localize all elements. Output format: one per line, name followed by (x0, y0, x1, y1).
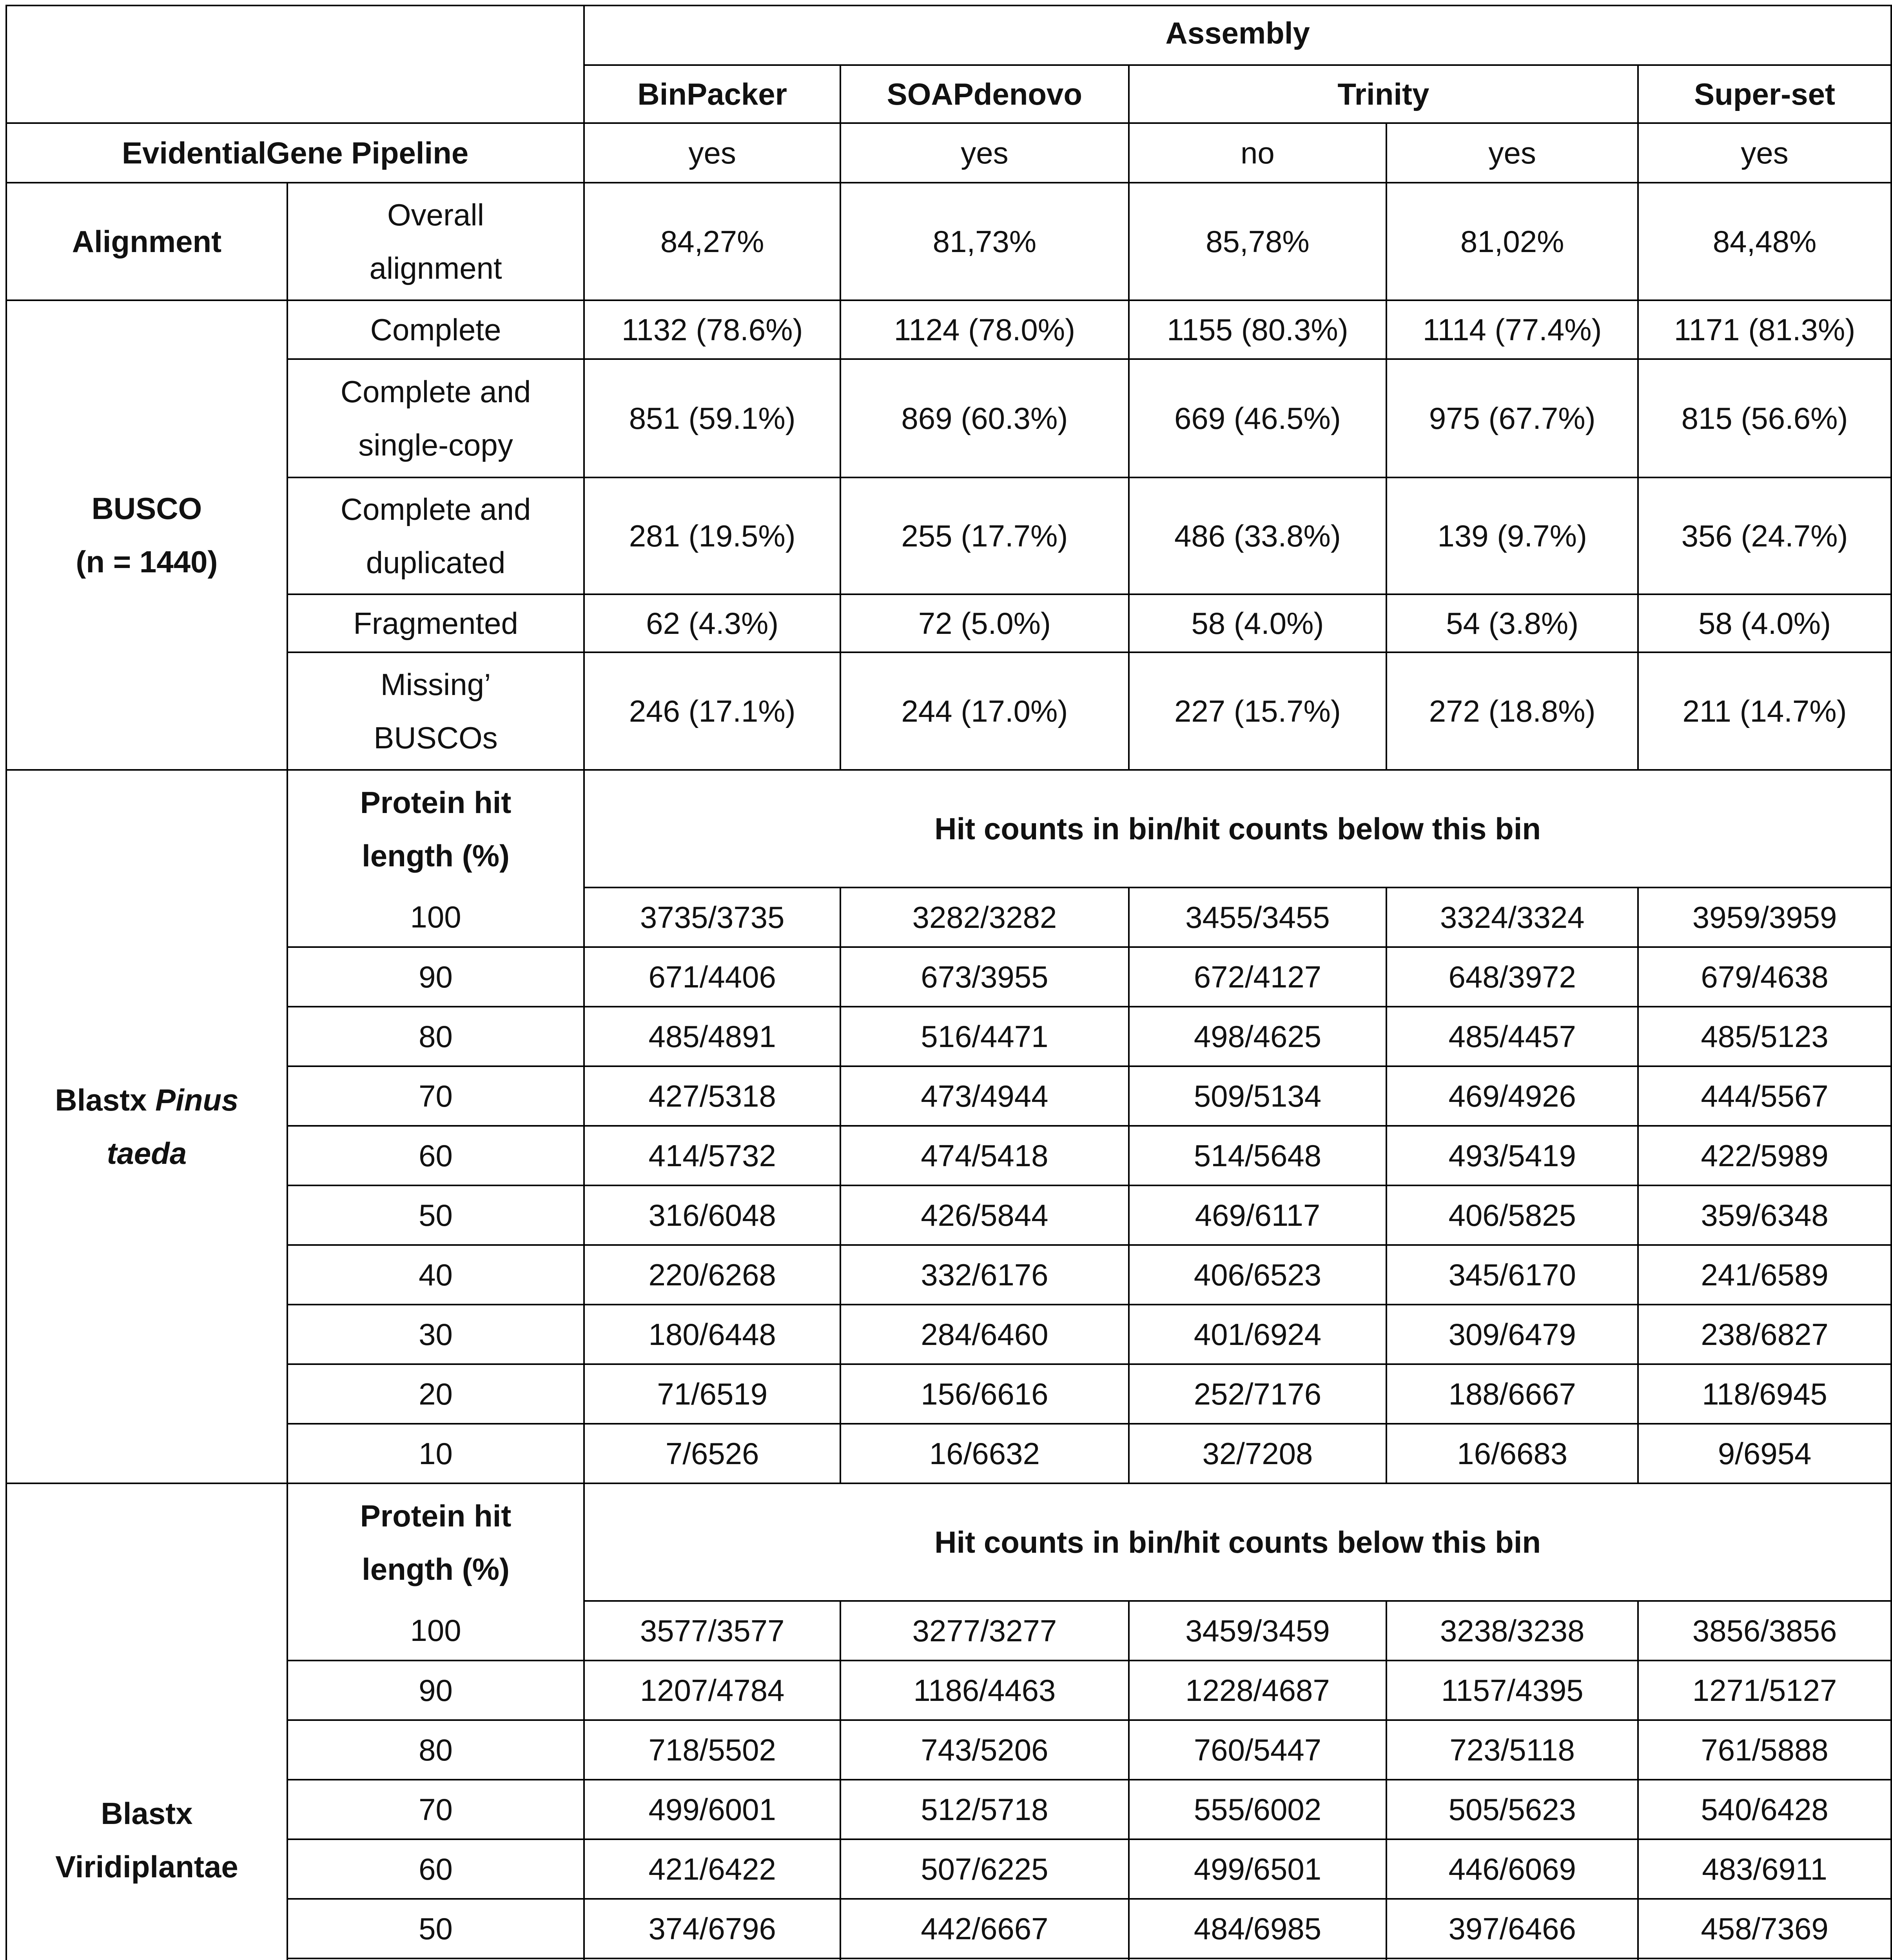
table-cell: 414/5732 (584, 1126, 840, 1185)
busco-row (6, 594, 1891, 652)
header-corner-cell (6, 5, 584, 123)
table-cell: 421/6422 (584, 1839, 840, 1899)
column-header-binpacker: BinPacker (584, 65, 840, 123)
table-cell: 648/3972 (1386, 947, 1638, 1007)
table-cell: 3856/3856 (1638, 1601, 1891, 1661)
table-cell: 72 (5.0%) (840, 594, 1128, 652)
table-cell: 3959/3959 (1638, 887, 1891, 947)
table-cell: 32/7208 (1129, 1424, 1387, 1483)
bin-label: 100 (287, 887, 584, 947)
bin-label: 10 (287, 1424, 584, 1483)
table-cell: 309/6479 (1386, 1305, 1638, 1364)
blast-viridi-row (6, 1720, 1891, 1780)
table-cell: 81,73% (840, 183, 1128, 300)
table-cell: 345/6170 (1386, 1245, 1638, 1305)
table-cell: 54 (3.8%) (1386, 594, 1638, 652)
bin-label: 80 (287, 1720, 584, 1780)
busco-row (6, 477, 1891, 594)
blast-pinus-span-header: Hit counts in bin/hit counts below this bin (584, 770, 1891, 887)
table-cell: 9/6954 (1638, 1424, 1891, 1483)
blast-viridi-span-header: Hit counts in bin/hit counts below this bin (584, 1483, 1891, 1601)
table-cell: 760/5447 (1129, 1720, 1387, 1780)
table-cell: 718/5502 (584, 1720, 840, 1780)
table-cell: 58 (4.0%) (1129, 594, 1387, 652)
table-cell: 851 (59.1%) (584, 359, 840, 477)
table-cell: 3238/3238 (1386, 1601, 1638, 1661)
table-cell: 1271/5127 (1638, 1661, 1891, 1720)
busco-n: (n = 1440) (76, 544, 218, 579)
table-cell (1386, 1958, 1638, 1960)
busco-row (6, 300, 1891, 359)
table-cell: 281 (19.5%) (584, 477, 840, 594)
pipeline-label: EvidentialGene Pipeline (6, 123, 584, 183)
table-cell: 540/6428 (1638, 1780, 1891, 1839)
table-cell: 16/6632 (840, 1424, 1128, 1483)
table-cell: 3455/3455 (1129, 887, 1387, 947)
bin-label: 60 (287, 1839, 584, 1899)
table-cell (1129, 1958, 1387, 1960)
table-cell: 672/4127 (1129, 947, 1387, 1007)
table-cell: 486 (33.8%) (1129, 477, 1387, 594)
bin-label: 70 (287, 1066, 584, 1126)
blast-pinus-bin-header: Protein hit length (%) (287, 770, 584, 887)
table-cell: 505/5623 (1386, 1780, 1638, 1839)
table-cell: 156/6616 (840, 1364, 1128, 1424)
table-cell: 3577/3577 (584, 1601, 840, 1661)
bin-label: 60 (287, 1126, 584, 1185)
table-cell: 485/4457 (1386, 1007, 1638, 1066)
blast-pinus-row (6, 1424, 1891, 1483)
table-cell: 669 (46.5%) (1129, 359, 1387, 477)
table-cell: 485/4891 (584, 1007, 840, 1066)
table-cell: 516/4471 (840, 1007, 1128, 1066)
blast-pinus-row (6, 1305, 1891, 1364)
table-cell: 679/4638 (1638, 947, 1891, 1007)
column-header-trinity: Trinity (1129, 65, 1638, 123)
busco-title: BUSCO (91, 491, 202, 526)
blast-pinus-row (6, 1245, 1891, 1305)
table-cell: 244 (17.0%) (840, 652, 1128, 770)
table-cell: 485/5123 (1638, 1007, 1891, 1066)
table-cell: 401/6924 (1129, 1305, 1387, 1364)
table-cell: 1155 (80.3%) (1129, 300, 1387, 359)
alignment-row (6, 183, 1891, 300)
busco-metric: Complete (287, 300, 584, 359)
alignment-label: Alignment (6, 183, 287, 300)
table-cell: 227 (15.7%) (1129, 652, 1387, 770)
table-cell: 81,02% (1386, 183, 1638, 300)
blast-pinus-header-row (6, 770, 1891, 887)
table-cell: 1207/4784 (584, 1661, 840, 1720)
table-cell: 211 (14.7%) (1638, 652, 1891, 770)
table-cell: 869 (60.3%) (840, 359, 1128, 477)
table-cell: yes (1386, 123, 1638, 183)
blast-pinus-row (6, 947, 1891, 1007)
bin-label: 30 (287, 1305, 584, 1364)
table-cell: 71/6519 (584, 1364, 840, 1424)
table-cell: 1124 (78.0%) (840, 300, 1128, 359)
blast-viridi-header-row (6, 1483, 1891, 1601)
table-cell: 246 (17.1%) (584, 652, 840, 770)
table-cell: yes (584, 123, 840, 183)
table-cell: 139 (9.7%) (1386, 477, 1638, 594)
bin-label: 20 (287, 1364, 584, 1424)
bin-label: 50 (287, 1899, 584, 1958)
alignment-metric: Overall alignment (287, 183, 584, 300)
table-cell: yes (840, 123, 1128, 183)
blast-pinus-label (6, 770, 287, 1483)
busco-metric: Complete and duplicated (287, 477, 584, 594)
blast-viridi-row (6, 1780, 1891, 1839)
blast-viridi-label: Blastx Viridiplantae (6, 1483, 287, 1960)
table-cell: 469/4926 (1386, 1066, 1638, 1126)
table-cell: 7/6526 (584, 1424, 840, 1483)
blast-viridi-row (6, 1958, 1891, 1960)
table-cell: 509/5134 (1129, 1066, 1387, 1126)
table-cell: 316/6048 (584, 1185, 840, 1245)
table-cell: 180/6448 (584, 1305, 840, 1364)
bin-label: 100 (287, 1601, 584, 1661)
bin-label: 40 (287, 1245, 584, 1305)
table-cell: 474/5418 (840, 1126, 1128, 1185)
table-cell: 1157/4395 (1386, 1661, 1638, 1720)
table-cell: 499/6001 (584, 1780, 840, 1839)
assembly-comparison-table (5, 5, 1892, 1960)
table-cell: 85,78% (1129, 183, 1387, 300)
assembly-header: Assembly (584, 5, 1891, 65)
table-cell (1638, 1958, 1891, 1960)
table-cell: 743/5206 (840, 1720, 1128, 1780)
table-cell: 469/6117 (1129, 1185, 1387, 1245)
table-cell: 3324/3324 (1386, 887, 1638, 947)
table-cell: 499/6501 (1129, 1839, 1387, 1899)
table-cell: 1228/4687 (1129, 1661, 1387, 1720)
column-header-superset: Super-set (1638, 65, 1891, 123)
blast-viridi-bin-header: Protein hit length (%) (287, 1483, 584, 1601)
table-cell: 673/3955 (840, 947, 1128, 1007)
bin-label (287, 1958, 584, 1960)
table-cell: 332/6176 (840, 1245, 1128, 1305)
table-cell: 84,48% (1638, 183, 1891, 300)
table-cell: 406/6523 (1129, 1245, 1387, 1305)
pipeline-row (6, 123, 1891, 183)
table-cell: 3459/3459 (1129, 1601, 1387, 1661)
table-cell: 284/6460 (840, 1305, 1128, 1364)
busco-metric: Fragmented (287, 594, 584, 652)
table-cell: 397/6466 (1386, 1899, 1638, 1958)
blast-pinus-row (6, 887, 1891, 947)
table-cell: 484/6985 (1129, 1899, 1387, 1958)
blast-pinus-row (6, 1007, 1891, 1066)
table-cell: 252/7176 (1129, 1364, 1387, 1424)
table-cell: 426/5844 (840, 1185, 1128, 1245)
table-cell: 442/6667 (840, 1899, 1128, 1958)
table-cell: 512/5718 (840, 1780, 1128, 1839)
table-cell: 241/6589 (1638, 1245, 1891, 1305)
busco-row (6, 359, 1891, 477)
table-cell: 815 (56.6%) (1638, 359, 1891, 477)
table-cell: 58 (4.0%) (1638, 594, 1891, 652)
bin-label: 90 (287, 947, 584, 1007)
table-cell: yes (1638, 123, 1891, 183)
table-cell: 3277/3277 (840, 1601, 1128, 1661)
table-cell: 1114 (77.4%) (1386, 300, 1638, 359)
table-cell: 406/5825 (1386, 1185, 1638, 1245)
table-cell (840, 1958, 1128, 1960)
table-cell: 1132 (78.6%) (584, 300, 840, 359)
blast-pinus-row (6, 1364, 1891, 1424)
table-cell: 3282/3282 (840, 887, 1128, 947)
table-cell: 272 (18.8%) (1386, 652, 1638, 770)
table-cell: 374/6796 (584, 1899, 840, 1958)
blast-pinus-label-plain: Blastx (55, 1082, 147, 1117)
table-cell: 62 (4.3%) (584, 594, 840, 652)
blast-viridi-row (6, 1661, 1891, 1720)
table-cell: 422/5989 (1638, 1126, 1891, 1185)
table-cell: 723/5118 (1386, 1720, 1638, 1780)
table-cell: 356 (24.7%) (1638, 477, 1891, 594)
table-cell: 483/6911 (1638, 1839, 1891, 1899)
bin-label: 90 (287, 1661, 584, 1720)
table-cell: 188/6667 (1386, 1364, 1638, 1424)
table-cell: 507/6225 (840, 1839, 1128, 1899)
blast-pinus-label-italic: Pinus taeda (107, 1082, 239, 1171)
table-cell: 493/5419 (1386, 1126, 1638, 1185)
table-cell: 473/4944 (840, 1066, 1128, 1126)
table-cell: 427/5318 (584, 1066, 840, 1126)
table-cell: 671/4406 (584, 947, 840, 1007)
table-cell: 84,27% (584, 183, 840, 300)
table-cell: 238/6827 (1638, 1305, 1891, 1364)
blast-pinus-row (6, 1185, 1891, 1245)
table-cell: 255 (17.7%) (840, 477, 1128, 594)
table-cell: 3735/3735 (584, 887, 840, 947)
bin-label: 70 (287, 1780, 584, 1839)
bin-label: 80 (287, 1007, 584, 1066)
table-cell: 16/6683 (1386, 1424, 1638, 1483)
table-cell: 220/6268 (584, 1245, 840, 1305)
blast-pinus-row (6, 1126, 1891, 1185)
table-cell: 975 (67.7%) (1386, 359, 1638, 477)
table-cell: 118/6945 (1638, 1364, 1891, 1424)
busco-label (6, 300, 287, 770)
table-cell: 555/6002 (1129, 1780, 1387, 1839)
blast-pinus-row (6, 1066, 1891, 1126)
bin-label: 50 (287, 1185, 584, 1245)
table-cell: 1171 (81.3%) (1638, 300, 1891, 359)
blast-viridi-row (6, 1899, 1891, 1958)
table-cell: 446/6069 (1386, 1839, 1638, 1899)
table-cell: no (1129, 123, 1387, 183)
busco-row (6, 652, 1891, 770)
column-header-soapdenovo: SOAPdenovo (840, 65, 1128, 123)
table-cell: 761/5888 (1638, 1720, 1891, 1780)
table-cell (584, 1958, 840, 1960)
table-cell: 444/5567 (1638, 1066, 1891, 1126)
table-cell: 514/5648 (1129, 1126, 1387, 1185)
blast-viridi-row (6, 1839, 1891, 1899)
busco-metric: Complete and single-copy (287, 359, 584, 477)
table-cell: 458/7369 (1638, 1899, 1891, 1958)
blast-viridi-row (6, 1601, 1891, 1661)
table-cell: 498/4625 (1129, 1007, 1387, 1066)
busco-metric: Missing’ BUSCOs (287, 652, 584, 770)
table-cell: 359/6348 (1638, 1185, 1891, 1245)
table-cell: 1186/4463 (840, 1661, 1128, 1720)
header-row-assembly (6, 5, 1891, 65)
